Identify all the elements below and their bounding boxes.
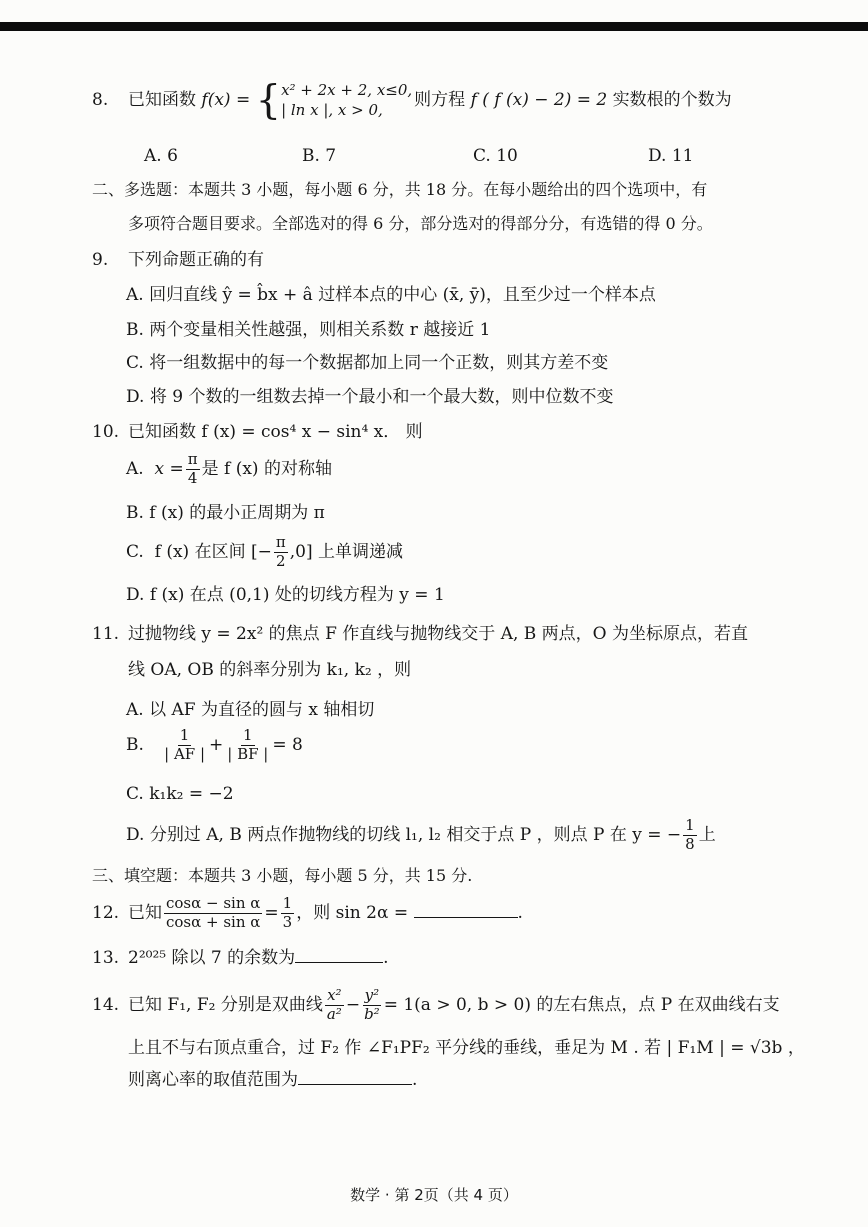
option-label: B.: [126, 734, 144, 755]
a-post: 是 f (x) 的对称轴: [201, 458, 332, 479]
fraction: [281, 896, 295, 931]
q12-eq: =: [264, 902, 279, 923]
denominator: 8: [685, 834, 695, 853]
c-post: ,0] 上单调递减: [289, 541, 403, 562]
denominator: | BF |: [227, 744, 269, 763]
denominator: 4: [187, 468, 198, 487]
section-2-heading-line1: 二、多选题：本题共 3 小题，每小题 6 分，共 18 分。在每小题给出的四个选项中，有: [92, 180, 708, 199]
q12-pre: 已知: [128, 902, 162, 923]
q12-post: ，则 sin 2α =: [296, 902, 409, 923]
section-3-heading: 三、填空题：本题共 3 小题，每小题 5 分，共 15 分.: [92, 866, 473, 885]
denominator: cosα + sin α: [166, 912, 261, 931]
q11-option-b: B. $\frac{1}{| AF |}$ + $\frac{1}{| BF |}$ = 8: [126, 726, 303, 763]
b-post: = 8: [272, 734, 303, 755]
numerator: 1: [282, 894, 293, 912]
fraction: [683, 818, 697, 853]
fraction: [325, 988, 344, 1023]
q9-option-a: A. 回归直线 ŷ = b̂x + â 过样本点的中心 (x̄, ȳ)，且至少过一个样本点: [126, 285, 656, 305]
numerator: 1: [685, 816, 695, 834]
option-b: B. 7: [302, 146, 337, 166]
question-number: 13.: [92, 948, 120, 968]
q10-stem: 已知函数 f (x) = cos⁴ x − sin⁴ x． 则: [128, 422, 423, 442]
q12-end: .: [517, 902, 523, 923]
q11-line1: 过抛物线 y = 2x² 的焦点 F 作直线与抛物线交于 A, B 两点，O 为坐标原点，若直: [128, 624, 749, 644]
question-number: 14.: [92, 994, 120, 1015]
question-number: 11.: [92, 624, 120, 644]
fraction: [274, 535, 288, 570]
denominator: | AF |: [164, 744, 206, 763]
q8-pre: 已知函数: [128, 89, 196, 110]
q10-option-d: D. f (x) 在点 (0,1) 处的切线方程为 y = 1: [126, 585, 445, 605]
q9-option-d: D. 将 9 个数的一组数去掉一个最小和一个最大数，则中位数不变: [126, 387, 614, 407]
answer-blank[interactable]: [295, 948, 383, 963]
q14-post: = 1(a > 0, b > 0) 的左右焦点，点 P 在双曲线右支: [383, 994, 780, 1015]
numerator: y²: [364, 986, 380, 1004]
q14-line2: 上且不与右顶点重合，过 F₂ 作 ∠F₁PF₂ 平分线的垂线，垂足为 M . 若 | F₁M | = √3b ，: [128, 1038, 805, 1058]
answer-blank[interactable]: [414, 903, 518, 918]
question-9: [92, 250, 264, 270]
option-d: D. 11: [648, 146, 694, 166]
q9-option-b: B. 两个变量相关性越强，则相关系数 r 越接近 1: [126, 320, 491, 340]
q8-tail: 实数根的个数为: [612, 89, 732, 110]
a-pre: x =: [154, 458, 184, 479]
denominator: b²: [364, 1004, 380, 1023]
q14-line3: [128, 1070, 417, 1090]
numerator: π: [275, 533, 286, 551]
option-c: C. 10: [473, 146, 518, 166]
question-14: [92, 988, 780, 1023]
numerator: 1: [243, 726, 253, 744]
piecewise-cases: [281, 80, 412, 121]
option-label: A.: [126, 458, 144, 479]
question-11: [92, 624, 748, 644]
d-post: 上: [698, 824, 716, 845]
case-2: | ln x |, x > 0,: [281, 101, 383, 120]
question-number: 9.: [92, 250, 109, 270]
page-footer: 数学 · 第 2页（共 4 页）: [350, 1186, 518, 1204]
q13-end: .: [383, 948, 389, 968]
c-pre: f (x) 在区间 [−: [154, 541, 272, 562]
question-number: 10.: [92, 422, 120, 442]
section-2-heading-line2: 多项符合题目要求。全部选对的得 6 分，部分选对的得部分分，有选错的得 0 分。: [128, 214, 713, 233]
q8-equation: f ( f (x) − 2) = 2: [470, 89, 608, 110]
fraction: [164, 896, 262, 931]
denominator: 2: [276, 551, 286, 570]
denominator: a²: [326, 1004, 342, 1023]
fraction: [362, 988, 382, 1023]
q8-fx: f(x) =: [201, 89, 251, 110]
q10-option-c: [126, 535, 403, 570]
numerator: 1: [179, 726, 190, 744]
option-label: C.: [126, 541, 144, 562]
question-number: 8.: [92, 89, 109, 110]
question-number: 12.: [92, 902, 120, 923]
minus-sign: −: [345, 994, 361, 1015]
numerator: π: [187, 450, 198, 468]
fraction: [162, 728, 207, 763]
q13-text: 2²⁰²⁵ 除以 7 的余数为: [128, 948, 296, 968]
option-a: A. 6: [144, 146, 178, 166]
q11-option-a: A. 以 AF 为直径的圆与 x 轴相切: [126, 700, 375, 720]
denominator: 3: [282, 912, 293, 931]
question-12: [92, 896, 523, 931]
q11-option-d: [126, 818, 716, 853]
q10-option-b: B. f (x) 的最小正周期为 π: [126, 503, 325, 523]
q8-post: 则方程: [414, 89, 466, 110]
d-pre: D. 分别过 A, B 两点作抛物线的切线 l₁, l₂ 相交于点 P ，则点 P 在 y = −: [126, 824, 682, 845]
q9-stem: 下列命题正确的有: [128, 250, 264, 270]
numerator: x²: [327, 986, 342, 1004]
numerator: cosα − sin α: [166, 894, 261, 912]
case-1: x² + 2x + 2, x≤0,: [281, 81, 413, 99]
q14-end: .: [412, 1070, 418, 1090]
top-border-bar: [0, 22, 868, 31]
fraction: [225, 728, 270, 763]
fraction: [186, 452, 200, 487]
answer-blank[interactable]: [298, 1070, 412, 1085]
brace-symbol: {: [255, 77, 282, 124]
question-13: [92, 948, 389, 968]
q11-line2: 线 OA, OB 的斜率分别为 k₁, k₂ ，则: [128, 660, 412, 680]
q14-line3-text: 则离心率的取值范围为: [128, 1070, 298, 1090]
question-10: [92, 422, 423, 442]
q14-pre: 已知 F₁, F₂ 分别是双曲线: [128, 994, 323, 1015]
q9-option-c: C. 将一组数据中的每一个数据都加上同一个正数，则其方差不变: [126, 353, 609, 373]
question-8: [92, 77, 732, 124]
q11-option-c: C. k₁k₂ = −2: [126, 784, 234, 804]
q10-option-a: [126, 452, 332, 487]
